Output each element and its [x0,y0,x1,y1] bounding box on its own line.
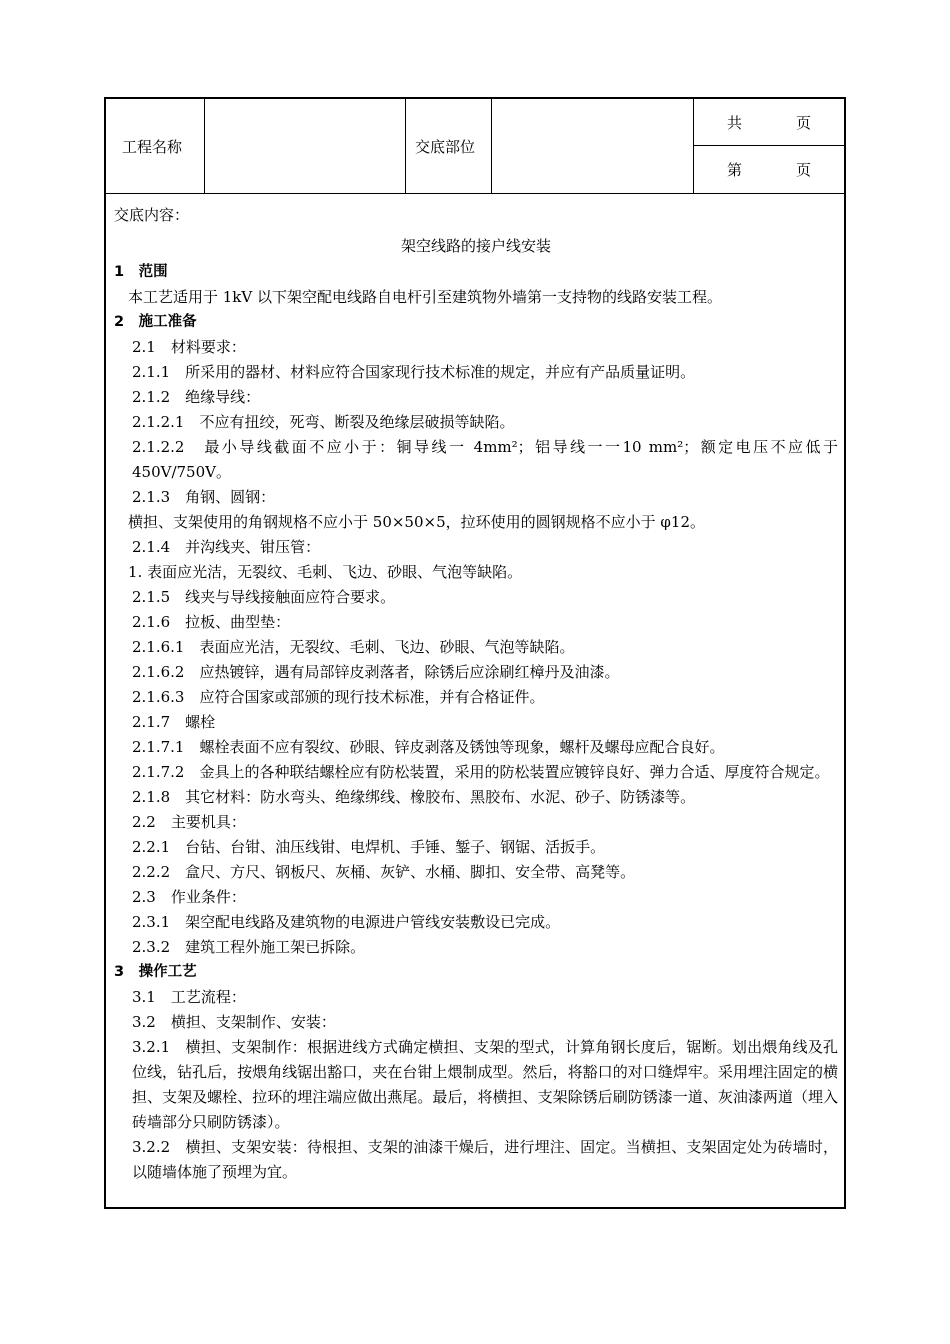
clause: 2.1.6.3 应符合国家或部颁的现行技术标准，并有合格证件。 [132,688,545,706]
section-heading: 3 操作工艺 [114,964,197,980]
page-number-prefix: 第 [727,160,743,179]
location-value [493,99,691,193]
divider [204,99,205,193]
clause: 2.1.7 螺栓 [132,713,216,731]
clause: 2.1.6.2 应热镀锌，遇有局部锌皮剥落者，除锈后应涂刷红樟丹及油漆。 [132,663,620,681]
clause: 2.3.2 建筑工程外施工架已拆除。 [132,938,366,956]
clause: 2.1.2.1 不应有扭绞，死弯、断裂及绝缘层破损等缺陷。 [132,413,515,431]
clause: 2.1.3 角钢、圆钢： [132,488,276,506]
paragraph: 横担、支架使用的角钢规格不应小于 50×50×5，拉环使用的圆钢规格不应小于 φ12。 [128,513,705,531]
clause: 3.2.1 横担、支架制作：根据进线方式确定横担、支架的型式，计算角钢长度后，锯断。划出煨角线及孔位线，钻孔后，按煨角线锯出豁口，夹在台钳上煨制成型。然后，将豁口的对口缝焊牢。采用埋注固定的横担、支架及螺栓、拉环的埋注端应做出燕尾。最后，将横担、支架除锈后刷防锈漆一道、灰油漆两道（埋入砖墙部分只刷防锈漆）。 [132,1038,838,1131]
clause: 3.2 横担、支架制作、安装： [132,1013,336,1031]
project-name-value [206,99,404,193]
clause: 2.3.1 架空配电线路及建筑物的电源进户管线安装敷设已完成。 [132,913,561,931]
clause: 2.1.7.2 金具上的各种联结螺栓应有防松装置，采用的防松装置应镀锌良好、弹力合适、厚度符合规定。 [132,763,830,781]
total-pages-suffix: 页 [796,113,812,132]
clause: 2.2.1 台钻、台钳、油压线钳、电焊机、手锤、錾子、钢锯、活扳手。 [132,838,606,856]
total-pages-prefix: 共 [727,113,743,132]
clause: 3.2.2 横担、支架安装：待根担、支架的油漆干燥后，进行埋注、固定。当横担、支架固定处为砖墙时，以随墙体施了预埋为宜。 [132,1138,838,1181]
clause: 2.2 主要机具： [132,813,246,831]
page-number-suffix: 页 [796,160,812,179]
divider [405,99,406,193]
location-label: 交底部位 [415,137,476,156]
clause: 2.1.7.1 螺栓表面不应有裂纹、砂眼、锌皮剥落及锈蚀等现象，螺杆及螺母应配合良好。 [132,738,725,756]
total-pages [694,99,844,145]
divider [491,99,492,193]
clause: 2.2.2 盒尺、方尺、钢板尺、灰桶、灰铲、水桶、脚扣、安全带、高凳等。 [132,863,636,881]
header-divider [106,193,844,194]
form-header [106,99,844,193]
document-title: 架空线路的接户线安装 [400,237,551,255]
clause: 3.1 工艺流程： [132,988,246,1006]
disclosure-content [114,203,838,1185]
clause: 2.1.2.2 最小导线截面不应小于：铜导线一 4mm²；铝导线一一10 mm²；额定电压不应低于 450V/750V。 [132,438,838,481]
paragraph: 1. 表面应光洁，无裂纹、毛刺、飞边、砂眼、气泡等缺陷。 [128,563,523,581]
clause: 2.1.6 拉板、曲型垫： [132,613,291,631]
paragraph: 本工艺适用于 1kV 以下架空配电线路自电杆引至建筑物外墙第一支持物的线路安装工程。 [128,288,723,306]
clause: 2.3 作业条件： [132,888,246,906]
section-heading: 1 范围 [114,264,168,280]
clause: 2.1.6.1 表面应光洁，无裂纹、毛刺、飞边、砂眼、气泡等缺陷。 [132,638,575,656]
intro-label: 交底内容： [114,206,190,224]
section-heading: 2 施工准备 [114,314,197,330]
clause: 2.1 材料要求： [132,338,246,356]
clause: 2.1.5 线夹与导线接触面应符合要求。 [132,588,396,606]
clause: 2.1.1 所采用的器材、材料应符合国家现行技术标准的规定，并应有产品质量证明。 [132,363,696,381]
disclosure-form [104,97,846,1209]
page-number [694,146,844,192]
clause: 2.1.8 其它材料：防水弯头、绝缘绑线、橡胶布、黑胶布、水泥、砂子、防锈漆等。 [132,788,696,806]
project-name-label: 工程名称 [122,137,183,156]
clause: 2.1.2 绝缘导线： [132,388,261,406]
clause: 2.1.4 并沟线夹、钳压管： [132,538,321,556]
